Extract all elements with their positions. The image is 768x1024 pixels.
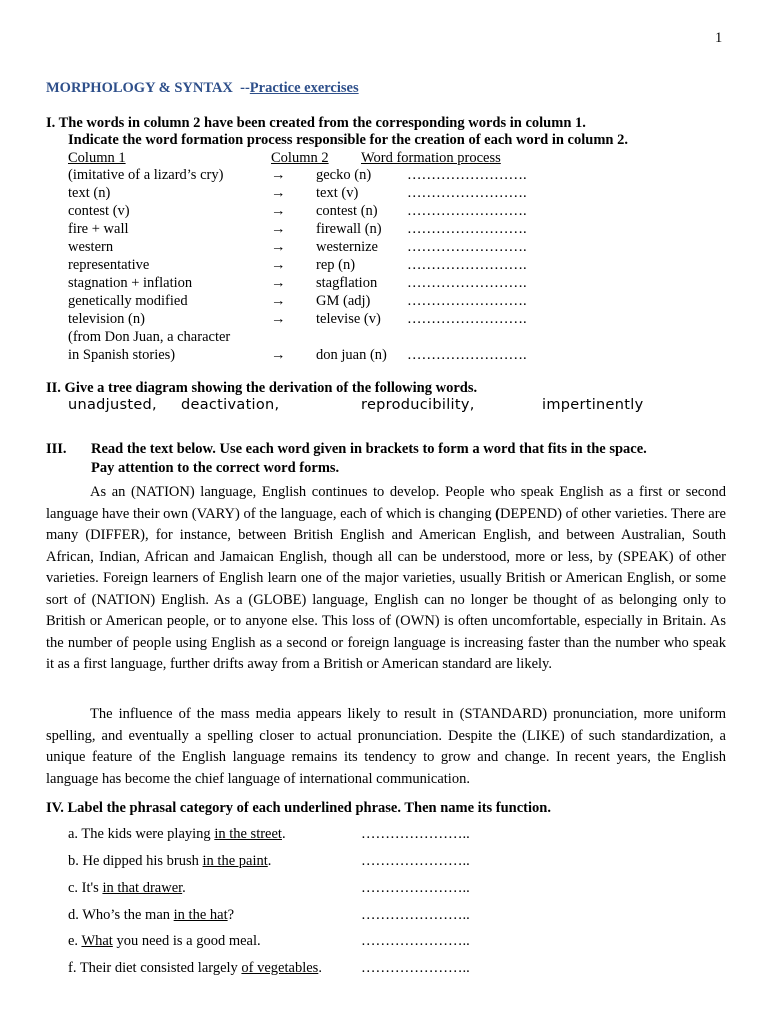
cloze-paragraph-1: [46, 482, 730, 676]
phrase-sentence: [68, 826, 286, 843]
table-row-from: (imitative of a lizard’s cry): [68, 167, 224, 183]
section3-number: III.: [46, 441, 67, 457]
arrow-icon: →: [271, 203, 286, 219]
answer-blank[interactable]: …………………..: [361, 960, 470, 976]
arrow-icon: →: [271, 257, 286, 273]
table-row-from: western: [68, 239, 114, 255]
page-number: 1: [715, 30, 723, 46]
answer-blank[interactable]: …………………….: [407, 203, 527, 219]
derivation-word: reproducibility,: [361, 397, 475, 413]
answer-blank[interactable]: …………………….: [407, 239, 527, 255]
title-link[interactable]: Practice exercises: [249, 80, 359, 96]
underlined-phrase: in the street: [214, 826, 282, 842]
answer-blank[interactable]: …………………….: [407, 257, 527, 273]
table-row-from-line1: (from Don Juan, a character: [68, 329, 231, 345]
column1-header: Column 1: [68, 150, 126, 166]
table-row-to: westernize: [316, 239, 378, 255]
arrow-icon: →: [271, 347, 286, 363]
sentence-text: f. Their diet consisted largely: [68, 960, 242, 976]
phrase-sentence: [68, 960, 322, 977]
cloze-paragraph-2: [46, 704, 730, 790]
table-row-to: contest (n): [316, 203, 378, 219]
table-row-to: rep (n): [316, 257, 356, 273]
section3-heading-line1: Read the text below. Use each word given in brackets to form a word that fits in the space.: [91, 441, 647, 457]
answer-blank[interactable]: …………………..: [361, 880, 470, 896]
para1-text-a: As an (NATION) language, English continues to develop. People who speak English as a first or second language have their own (VARY) of the language, each of which is changing: [46, 484, 730, 522]
table-row-from: contest (v): [68, 203, 130, 219]
underlined-phrase: What: [81, 933, 113, 949]
answer-blank[interactable]: …………………….: [407, 185, 527, 201]
answer-blank[interactable]: …………………..: [361, 933, 470, 949]
phrase-sentence: [68, 853, 271, 870]
arrow-icon: →: [271, 239, 286, 255]
table-row-to: GM (adj): [316, 293, 371, 309]
column3-header: Word formation process: [361, 150, 501, 166]
sentence-text: .: [318, 960, 322, 976]
table-row-to: text (v): [316, 185, 359, 201]
page-title: [46, 80, 359, 97]
table-row-to: televise (v): [316, 311, 381, 327]
table-row-from: fire + wall: [68, 221, 129, 237]
sentence-text: b. He dipped his brush: [68, 853, 203, 869]
table-row-from: stagnation + inflation: [68, 275, 193, 291]
underlined-phrase: in that drawer: [102, 880, 183, 896]
title-main: MORPHOLOGY & SYNTAX --: [46, 80, 250, 96]
phrase-sentence: [68, 933, 261, 950]
answer-blank[interactable]: …………………….: [407, 293, 527, 309]
column2-header: Column 2: [271, 150, 329, 166]
arrow-icon: →: [271, 185, 286, 201]
sentence-text: a. The kids were playing: [68, 826, 215, 842]
section4-heading: IV. Label the phrasal category of each underlined phrase. Then name its function.: [46, 800, 551, 816]
sentence-text: c. It's: [68, 880, 103, 896]
underlined-phrase: of vegetables: [241, 960, 319, 976]
para1-bold-bracket: (: [495, 505, 500, 522]
arrow-icon: →: [271, 275, 286, 291]
sentence-text: e.: [68, 933, 82, 949]
sentence-text: d. Who’s the man: [68, 907, 174, 923]
section1-heading-line1: I. The words in column 2 have been created from the corresponding words in column 1.: [46, 115, 586, 131]
answer-blank[interactable]: …………………….: [407, 275, 527, 291]
answer-blank[interactable]: …………………..: [361, 853, 470, 869]
derivation-word: unadjusted,: [68, 397, 157, 413]
derivation-word: deactivation,: [181, 397, 280, 413]
section3-heading-line2: Pay attention to the correct word forms.: [91, 460, 340, 476]
section1-heading-line2: Indicate the word formation process responsible for the creation of each word in column 2.: [68, 132, 628, 148]
arrow-icon: →: [271, 293, 286, 309]
underlined-phrase: in the hat: [173, 907, 228, 923]
underlined-phrase: in the paint: [202, 853, 268, 869]
answer-blank[interactable]: …………………..: [361, 826, 470, 842]
sentence-text: you need is a good meal.: [112, 933, 261, 949]
answer-blank[interactable]: …………………….: [407, 311, 527, 327]
section2-heading: II. Give a tree diagram showing the derivation of the following words.: [46, 380, 478, 396]
arrow-icon: →: [271, 221, 286, 237]
sentence-text: ?: [227, 907, 235, 923]
sentence-text: .: [281, 826, 286, 842]
derivation-word: impertinently: [542, 397, 644, 413]
table-row-from: television (n): [68, 311, 145, 327]
para1-text-b: DEPEND) of other varieties. There are many (DIFFER), for instance, between British English and American English, and between Australian, South African, Indian, African and Jamaican English, though all can be understood, more or less, by (SPEAK) of other varieties. Foreign learners of English learn one of the major varieties, usually British or American English, or some sort of (NATION) English. As a (GLOBE) language, English can no longer be thought of as belonging only to British or American people, or to anyone else. This loss of (OWN) is often uncomfortable, especially in Britain. As the number of people using English as a second or foreign language is increasing faster than the number who speak it as a first language, further drifts away from a British or American standard are likely.: [46, 505, 730, 672]
table-row-from: text (n): [68, 185, 111, 201]
arrow-icon: →: [271, 311, 286, 327]
table-row-to: firewall (n): [316, 221, 382, 237]
answer-blank[interactable]: …………………….: [407, 167, 527, 183]
para2-text: The influence of the mass media appears likely to result in (STANDARD) pronunciation, more uniform spelling, and eventually a spelling closer to actual pronunciation. Despite the (LIKE) of such standardization, a unique feature of the English language remains its tendency to grow and change. In recent years, the English language has become the chief language of international communication.: [46, 706, 730, 787]
phrase-sentence: [68, 907, 234, 924]
table-row-to: stagflation: [316, 275, 378, 291]
table-row-from: genetically modified: [68, 293, 188, 309]
table-row-from-line2: in Spanish stories): [68, 347, 176, 363]
answer-blank[interactable]: …………………….: [407, 347, 527, 363]
sentence-text: .: [267, 853, 272, 869]
arrow-icon: →: [271, 167, 286, 183]
table-row-to: don juan (n): [316, 347, 387, 363]
table-row-to: gecko (n): [316, 167, 372, 183]
phrase-sentence: [68, 880, 186, 897]
table-row-from: representative: [68, 257, 150, 273]
sentence-text: .: [182, 880, 186, 896]
answer-blank[interactable]: …………………..: [361, 907, 470, 923]
answer-blank[interactable]: …………………….: [407, 221, 527, 237]
